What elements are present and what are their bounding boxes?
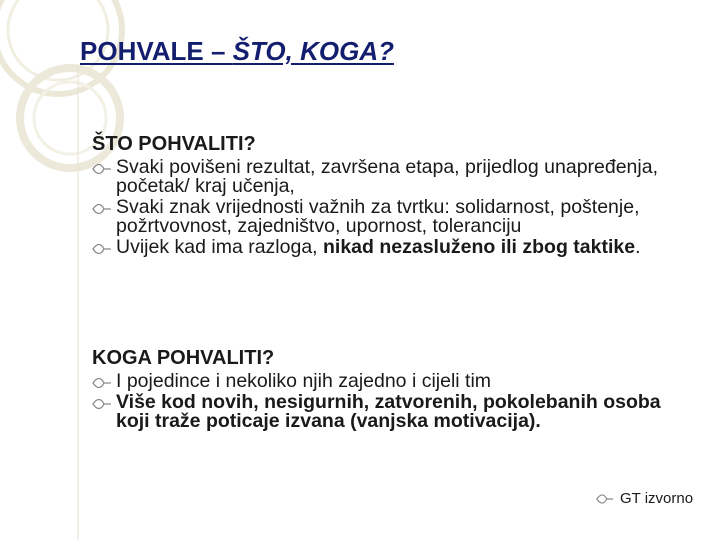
title-italic: ŠTO, KOGA? [232,36,394,66]
list-item-text: Uvijek kad ima razloga, [116,236,323,258]
bullet-list [92,372,682,431]
slide-title [80,36,394,67]
list-item [92,372,682,391]
footer-note [596,490,693,507]
title-main: POHVALE – [80,36,233,66]
list-item [92,393,682,431]
list-item-end: . [635,236,641,258]
bullet-icon [596,493,614,505]
section-whom-to-praise [92,346,682,433]
list-item [92,198,682,236]
list-item [92,158,682,196]
list-item-text: Svaki povišeni rezultat, završena etapa, prijedlog unapređenja, početak/ kraj učenja, [116,156,659,197]
bullet-icon [92,377,112,389]
bullet-list [92,158,682,257]
bullet-icon [92,203,112,215]
section-what-to-praise [92,132,682,259]
list-item-text: I pojedince i nekoliko njih zajedno i cijeli tim [116,370,492,392]
footer-text: GT izvorno [620,490,694,507]
list-item-text: Svaki znak vrijednosti važnih za tvrtku: solidarnost, poštenje, požrtvovnost, zajedništvo, upornost, toleranciju [116,196,640,237]
bullet-icon [92,398,112,410]
list-item-text: Više kod novih, nesigurnih, zatvorenih, pokolebanih osoba koji traže poticaje izvana (vanjska motivacija). [116,391,661,432]
list-item [92,238,682,257]
section-heading: KOGA POHVALITI? [92,347,275,369]
bullet-icon [92,163,112,175]
bullet-icon [92,243,112,255]
list-item-emphasis: nikad nezasluženo ili zbog taktike [323,236,636,258]
section-heading: ŠTO POHVALITI? [92,133,256,155]
